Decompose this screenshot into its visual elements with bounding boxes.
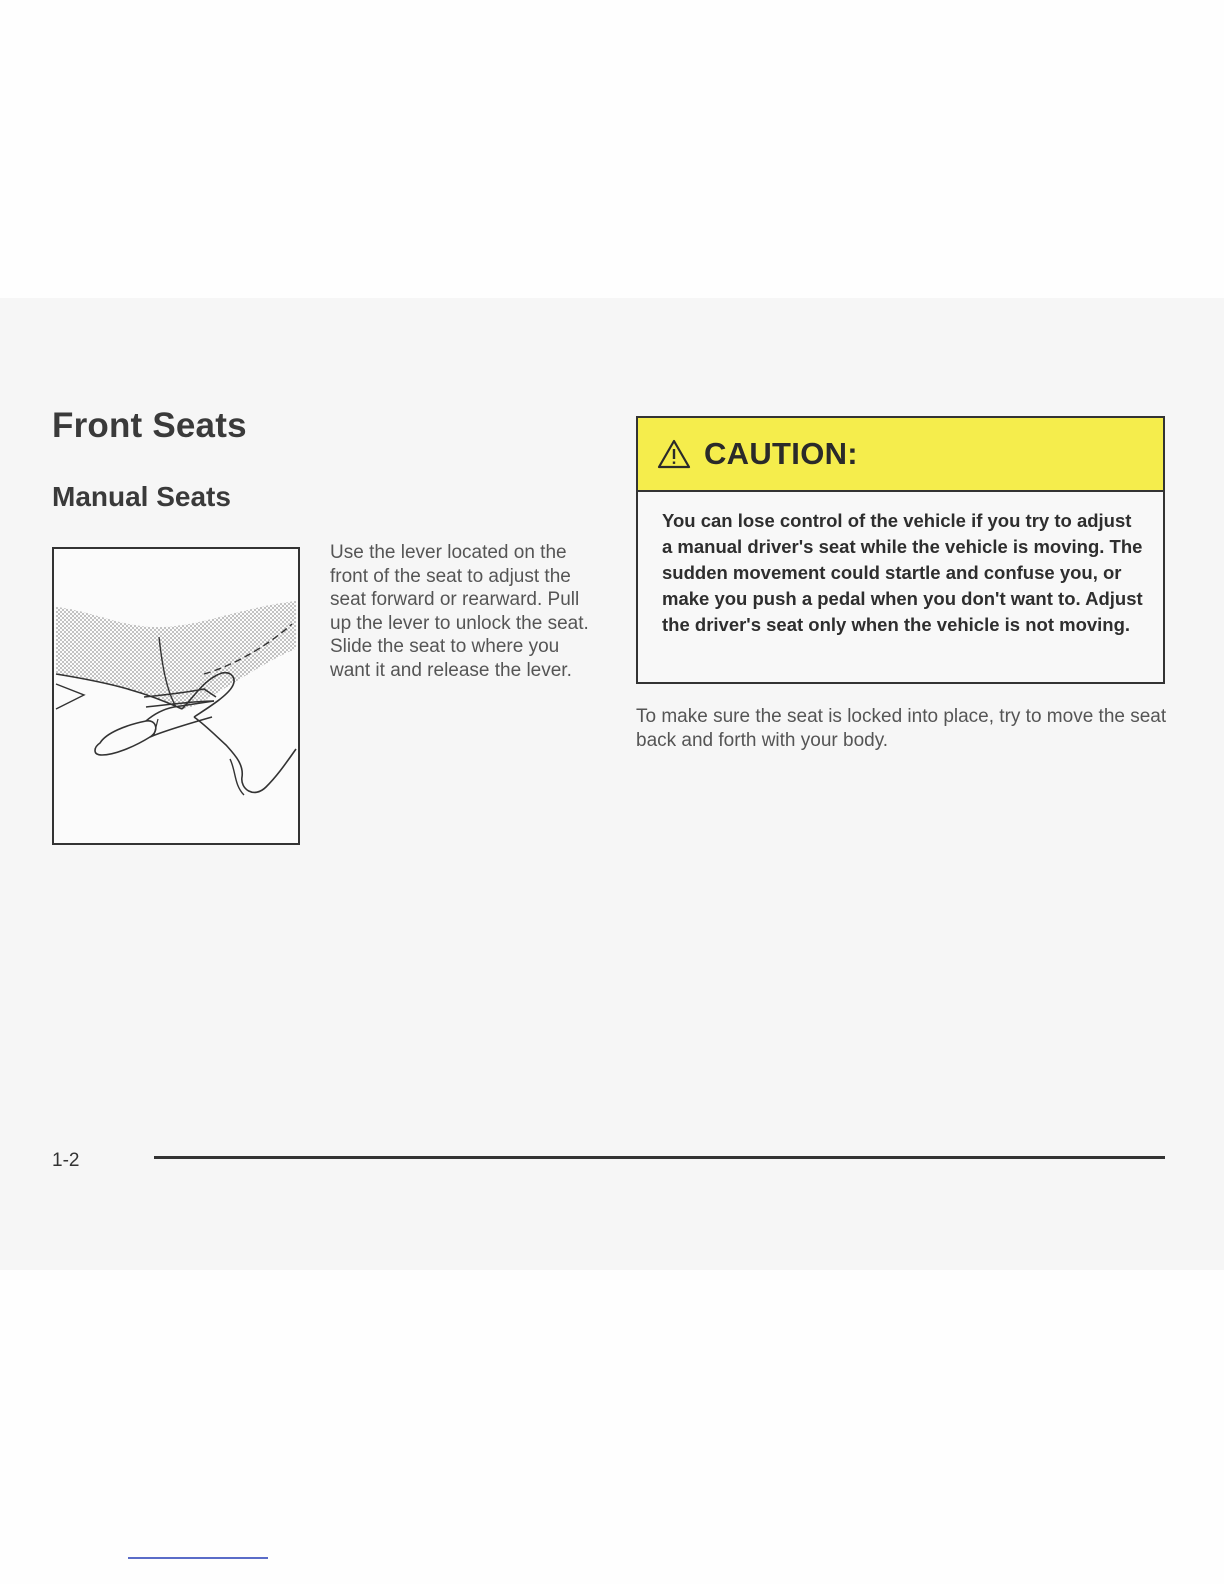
caution-box <box>636 416 1165 684</box>
caution-text: You can lose control of the vehicle if you try to adjust a manual driver's seat while the vehicle is moving. The sudden movement could startle and confuse you, or make you push a pedal when you don't want to. Adjust the driver's seat only when the vehicle is not moving. <box>662 510 1143 635</box>
page-number: 1-2 <box>52 1150 80 1171</box>
link-underline <box>128 1557 268 1559</box>
seat-lock-check-text: To make sure the seat is locked into place, try to move the seat back and forth with your body. <box>636 706 1167 751</box>
caution-header <box>638 418 1163 492</box>
section-heading: Front Seats <box>52 406 247 445</box>
manual-seat-instructions: Use the lever located on the front of the seat to adjust the seat forward or rearward. Pull up the lever to unlock the seat. Slide the seat to where you want it and release the lever. <box>330 542 589 681</box>
warning-triangle-icon <box>656 438 692 470</box>
caution-title: CAUTION: <box>704 436 858 471</box>
footer-rule <box>154 1156 1165 1159</box>
manual-seat-illustration <box>52 547 300 845</box>
manual-seat-lever-icon <box>54 549 298 843</box>
subsection-heading: Manual Seats <box>52 481 231 512</box>
